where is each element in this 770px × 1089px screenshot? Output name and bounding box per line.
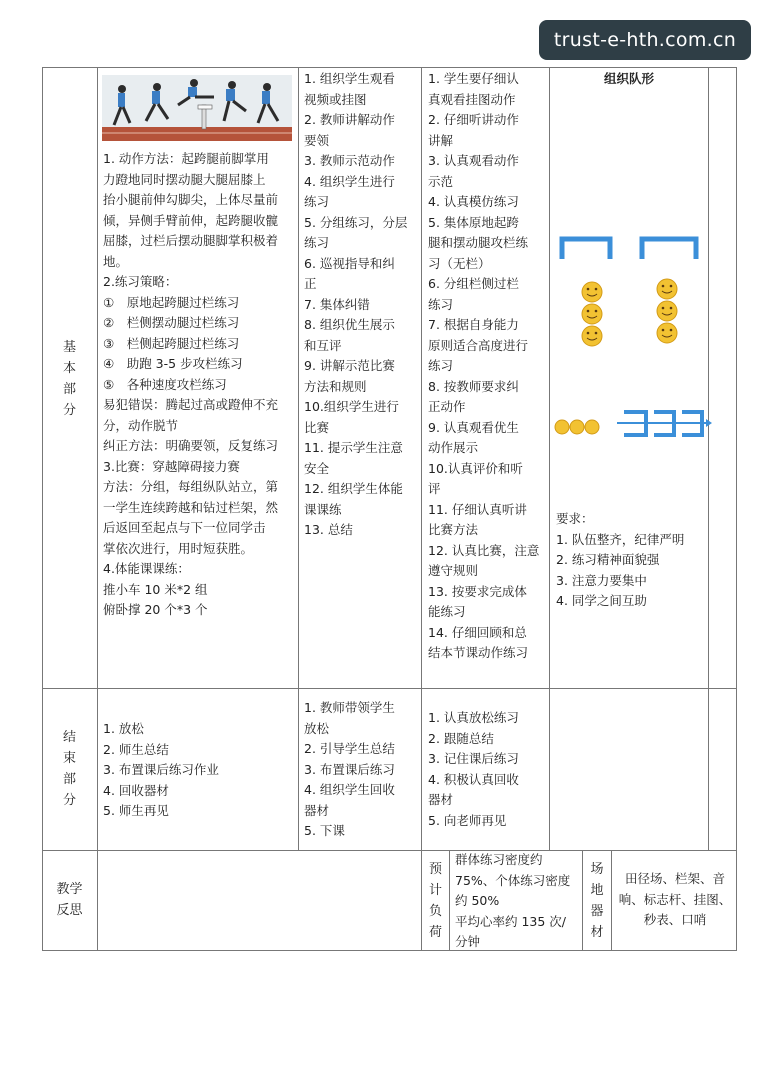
teacher-line: 器材 xyxy=(304,802,330,818)
student-line: 3. 记住课后练习 xyxy=(428,751,519,766)
student-line: 10.认真评价和听 xyxy=(428,460,523,476)
content-line: 2. 师生总结 xyxy=(103,741,169,757)
grid-line xyxy=(298,67,299,850)
grid-line xyxy=(449,850,450,950)
content-line: 4. 回收器材 xyxy=(103,782,169,798)
teacher-line: 8. 组织优生展示 xyxy=(304,317,395,332)
content-line: 一学生连续跨越和钻过栏架，然 xyxy=(103,499,279,515)
content-line: 易犯错误：腾起过高或蹬伸不充 xyxy=(103,397,279,412)
content-line: 分，动作脱节 xyxy=(103,417,179,433)
content-line: 地。 xyxy=(103,253,129,269)
teacher-line: 2. 教师讲解动作 xyxy=(304,112,395,127)
student-line: 遵守规则 xyxy=(428,563,479,578)
teacher-line: 比赛 xyxy=(304,419,330,435)
teacher-line: 练习 xyxy=(304,235,330,250)
student-line: 动作展示 xyxy=(428,440,479,455)
load-label: 预 计 负 荷 xyxy=(428,862,442,940)
grid-line xyxy=(42,950,737,951)
student-line: 讲解 xyxy=(428,132,454,148)
student-line: 正动作 xyxy=(428,399,466,414)
teacher-line: 安全 xyxy=(304,460,330,476)
student-line: 11. 仔细认真听讲 xyxy=(428,501,527,517)
student-line: 8. 按教师要求纠 xyxy=(428,378,519,394)
requirement-item: 4. 同学之间互助 xyxy=(556,593,647,608)
student-line: 9. 认真观看优生 xyxy=(428,419,519,435)
student-line: 原则适合高度进行 xyxy=(428,337,529,353)
watermark-badge: trust-e-hth.com.cn xyxy=(539,20,751,60)
content-line: 后返回至起点与下一位同学击 xyxy=(103,520,266,535)
teacher-line: 正 xyxy=(304,276,317,291)
content-line: ② 栏侧摆动腿过栏练习 xyxy=(103,315,240,330)
grid-line xyxy=(611,850,612,950)
content-line: ① 原地起跨腿过栏练习 xyxy=(103,294,240,310)
content-line: ③ 栏侧起跨腿过栏练习 xyxy=(103,335,240,351)
teacher-line: 2. 引导学生总结 xyxy=(304,741,395,756)
student-line: 6. 分组栏侧过栏 xyxy=(428,276,519,291)
student-line: 4. 认真模仿练习 xyxy=(428,194,519,209)
student-line: 4. 积极认真回收 xyxy=(428,771,519,787)
section-label-end: 结 束 部 分 xyxy=(62,730,76,808)
content-line: 推小车 10 米*2 组 xyxy=(103,581,208,597)
grid-line xyxy=(736,67,737,950)
student-line: 3. 认真观看动作 xyxy=(428,153,519,168)
grid-line xyxy=(97,67,98,850)
teacher-line: 3. 教师示范动作 xyxy=(304,153,395,168)
teacher-line: 13. 总结 xyxy=(304,522,353,537)
teacher-line: 4. 组织学生进行 xyxy=(304,173,395,189)
teacher-line: 4. 组织学生回收 xyxy=(304,782,395,797)
basic-content-column xyxy=(103,149,295,621)
content-line: 1. 放松 xyxy=(103,721,144,736)
content-line: 1. 动作方法：起跨腿前脚掌用 xyxy=(103,151,269,166)
requirements-list xyxy=(556,509,684,612)
basic-teacher-column xyxy=(304,69,420,541)
grid-line xyxy=(42,67,737,68)
teacher-line: 课课练 xyxy=(304,501,342,517)
student-line: 练习 xyxy=(428,358,454,373)
student-line: 14. 仔细回顾和总 xyxy=(428,624,527,640)
student-line: 1. 学生要仔细认 xyxy=(428,71,519,86)
student-line: 13. 按要求完成体 xyxy=(428,583,527,599)
teacher-line: 12. 组织学生体能 xyxy=(304,481,403,496)
content-line: 方法：分组，每组纵队站立，第 xyxy=(103,479,279,494)
content-line: 屈膝，过栏后摆动腿脚掌积极着 xyxy=(103,233,279,248)
teacher-line: 要领 xyxy=(304,132,330,148)
student-line: 7. 根据自身能力 xyxy=(428,317,519,332)
student-line: 真观看挂图动作 xyxy=(428,91,516,107)
student-line: 5. 集体原地起跨 xyxy=(428,214,519,230)
teacher-line: 1. 教师带领学生 xyxy=(304,700,395,715)
content-line: 2.练习策略： xyxy=(103,274,178,289)
content-line: 倾，异侧手臂前伸，起跨腿收髋 xyxy=(103,212,279,228)
end-teacher-column xyxy=(304,698,420,842)
formation-diagram xyxy=(552,227,722,477)
content-line: 3.比赛：穿越障碍接力赛 xyxy=(103,458,240,474)
teacher-line: 9. 讲解示范比赛 xyxy=(304,358,395,373)
teacher-line: 7. 集体纠错 xyxy=(304,296,370,312)
requirements-title: 要求： xyxy=(556,511,594,526)
teacher-line: 1. 组织学生观看 xyxy=(304,71,395,86)
hurdle-illustration xyxy=(102,75,292,141)
teacher-line: 和互评 xyxy=(304,337,342,353)
student-line: 2. 跟随总结 xyxy=(428,730,494,746)
teacher-line: 11. 提示学生注意 xyxy=(304,440,403,455)
grid-line xyxy=(97,850,98,950)
section-label-reflection: 教学 反思 xyxy=(56,882,83,918)
student-line: 12. 认真比赛，注意 xyxy=(428,542,540,558)
teacher-line: 5. 下课 xyxy=(304,823,345,838)
student-line: 器材 xyxy=(428,792,454,807)
teacher-line: 视频或挂图 xyxy=(304,91,367,107)
student-line: 1. 认真放松练习 xyxy=(428,710,519,725)
student-line: 能练习 xyxy=(428,604,466,619)
grid-line xyxy=(549,67,550,850)
student-line: 示范 xyxy=(428,173,454,189)
teacher-line: 方法和规则 xyxy=(304,378,367,394)
basic-student-column xyxy=(428,69,548,664)
content-line: 抬小腿前伸勾脚尖，上体尽量前 xyxy=(103,192,279,207)
formation-title: 组织队形 xyxy=(603,71,654,86)
content-line: 掌依次进行，用时短获胜。 xyxy=(103,540,254,556)
grid-line xyxy=(42,67,43,950)
student-line: 练习 xyxy=(428,296,454,312)
teacher-line: 6. 巡视指导和纠 xyxy=(304,255,395,271)
content-line: 纠正方法：明确要领，反复练习 xyxy=(103,438,279,453)
teacher-line: 练习 xyxy=(304,194,330,209)
requirement-item: 2. 练习精神面貌强 xyxy=(556,552,660,567)
venue-details: 田径场、栏架、音 响、标志杆、挂图、 秒表、口哨 xyxy=(618,871,732,927)
end-student-column xyxy=(428,708,548,831)
content-line: ⑤ 各种速度攻栏练习 xyxy=(103,376,227,392)
student-line: 习（无栏） xyxy=(428,255,491,271)
grid-line xyxy=(42,850,737,851)
teacher-line: 放松 xyxy=(304,720,330,736)
student-line: 腿和摆动腿攻栏练 xyxy=(428,235,529,250)
student-line: 评 xyxy=(428,481,441,496)
end-content-column xyxy=(103,719,295,822)
teacher-line: 10.组织学生进行 xyxy=(304,399,399,414)
content-line: 4.体能课课练： xyxy=(103,561,190,576)
student-line: 2. 仔细听讲动作 xyxy=(428,112,519,127)
student-line: 比赛方法 xyxy=(428,522,479,537)
student-line: 5. 向老师再见 xyxy=(428,812,507,828)
lesson-plan-table xyxy=(42,67,737,950)
content-line: ④ 助跑 3-5 步攻栏练习 xyxy=(103,356,243,371)
content-line: 3. 布置课后练习作业 xyxy=(103,762,219,777)
load-details: 群体练习密度约 75%、个体练习密度 约 50% 平均心率约 135 次/ 分钟 xyxy=(455,852,571,949)
grid-line xyxy=(42,688,737,689)
requirement-item: 1. 队伍整齐，纪律严明 xyxy=(556,531,685,547)
content-line: 力蹬地同时摆动腿大腿屈膝上 xyxy=(103,171,266,187)
teacher-line: 3. 布置课后练习 xyxy=(304,761,395,777)
teacher-line: 5. 分组练习，分层 xyxy=(304,214,408,230)
grid-line xyxy=(421,67,422,950)
content-line: 5. 师生再见 xyxy=(103,803,169,818)
section-label-basic: 基 本 部 分 xyxy=(62,340,76,418)
venue-label: 场 地 器 材 xyxy=(590,862,604,940)
content-line: 俯卧撑 20 个*3 个 xyxy=(103,602,208,617)
student-line: 结本节课动作练习 xyxy=(428,645,529,660)
requirement-item: 3. 注意力要集中 xyxy=(556,572,647,588)
